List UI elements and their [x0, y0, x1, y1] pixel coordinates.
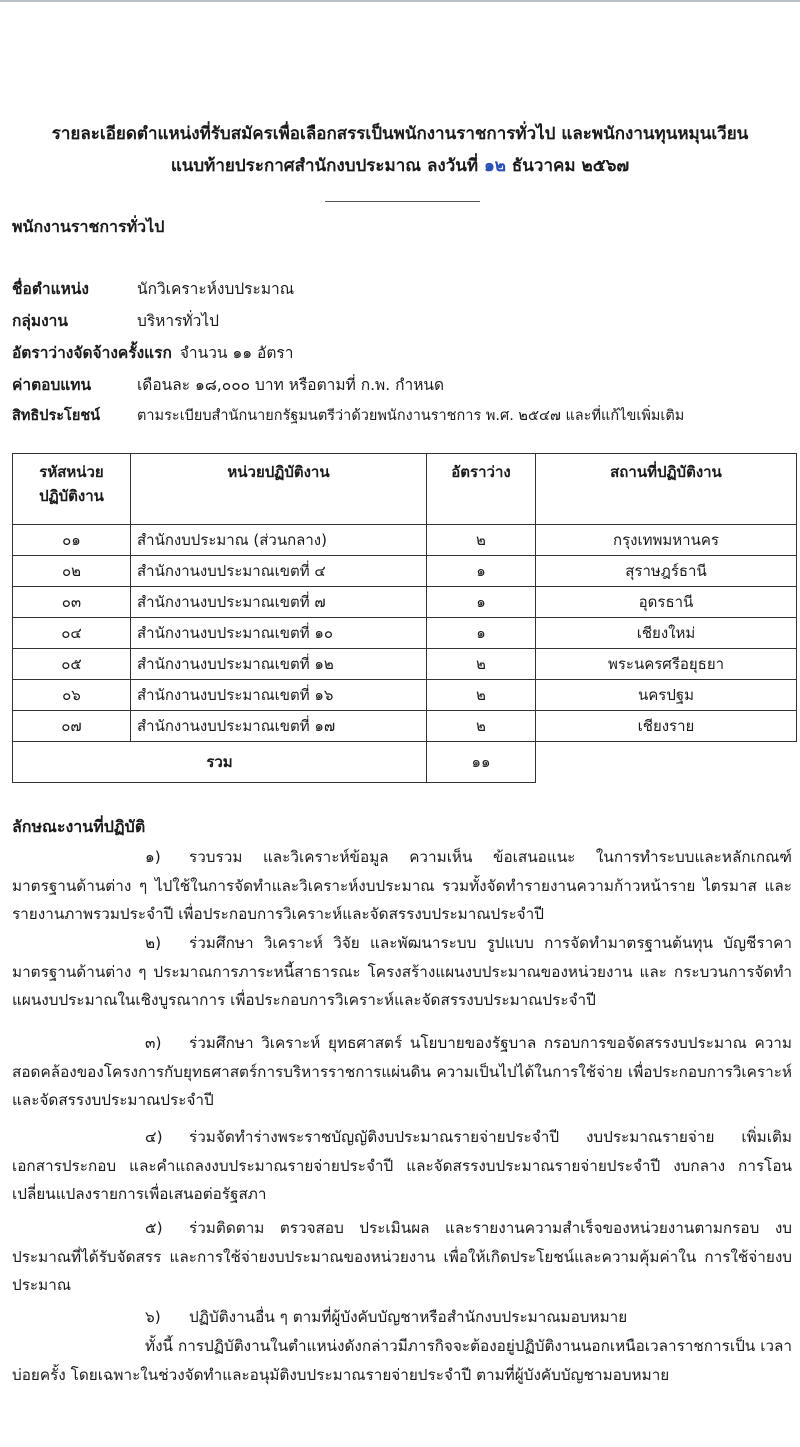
work-units-table [12, 453, 797, 783]
info-label: ชื่อตำแหน่ง [12, 280, 89, 298]
document-title-line2 [0, 152, 800, 179]
section-heading: พนักงานราชการทั่วไป [12, 217, 165, 236]
cell-rate: ๑ [427, 587, 536, 618]
cell-code: ๐๑ [13, 525, 131, 556]
header-code: รหัสหน่วย ปฏิบัติงาน [13, 454, 131, 525]
table-row [13, 556, 797, 587]
cell-code: ๐๗ [13, 711, 131, 742]
cell-place: พระนครศรีอยุธยา [536, 649, 797, 680]
info-salary [12, 372, 444, 397]
duty-item-2: ๒) ร่วมศึกษา วิเคราะห์ วิจัย และพัฒนาระบบ รูปแบบ การจัดทำมาตรฐานต้นทุน บัญชีราคา มาตรฐานด้านต่าง ๆ ประมาณการภาระหนี้สาธารณะ โครงสร้างแผนงบประมาณของหน่วยงาน และ กระบวนการจัดทำแผนงบประมาณในเชิงบูรณาการ เพื่อประกอบการวิเคราะห์และจัดสรรงบประมาณประจำปี [12, 929, 792, 1015]
cell-place: สุราษฎร์ธานี [536, 556, 797, 587]
info-value: จำนวน ๑๑ อัตรา [179, 344, 294, 362]
header-place: สถานที่ปฏิบัติงาน [536, 454, 797, 525]
cell-code: ๐๒ [13, 556, 131, 587]
duty-number: ๕) [145, 1219, 163, 1237]
cell-place: เชียงราย [536, 711, 797, 742]
duty-number: ๔) [145, 1128, 163, 1146]
cell-code: ๐๓ [13, 587, 131, 618]
table-row [13, 618, 797, 649]
info-group [12, 308, 219, 333]
cell-place: อุดรธานี [536, 587, 797, 618]
cell-code: ๐๖ [13, 680, 131, 711]
total-label: รวม [13, 742, 427, 783]
cell-code: ๐๕ [13, 649, 131, 680]
table-row [13, 649, 797, 680]
duties-heading: ลักษณะงานที่ปฏิบัติ [12, 817, 146, 836]
info-value: ตามระเบียบสำนักนายกรัฐมนตรีว่าด้วยพนักงานราชการ พ.ศ. ๒๕๔๗ และที่แก้ไขเพิ่มเติม [137, 408, 685, 424]
duty-item-5: ๕) ร่วมติดตาม ตรวจสอบ ประเมินผล และรายงานความสำเร็จของหน่วยงานตามกรอบ งบประมาณที่ได้รับจัดสรร และการใช้จ่ายงบประมาณของหน่วยงาน เพื่อให้เกิดประโยชน์และความคุ้มค่าใน การใช้จ่ายงบประมาณ [12, 1214, 792, 1300]
duty-number: ๒) [145, 934, 162, 952]
cell-rate: ๒ [427, 680, 536, 711]
empty-cell [536, 742, 797, 783]
duty-number: ๑) [145, 848, 161, 866]
title-prefix: แนบท้ายประกาศสำนักงบประมาณ ลงวันที่ [170, 156, 485, 176]
page-top-edge [0, 0, 800, 2]
cell-place: นครปฐม [536, 680, 797, 711]
cell-unit: สำนักงานงบประมาณเขตที่ ๑๗ [131, 711, 427, 742]
cell-rate: ๒ [427, 525, 536, 556]
table-header-row [13, 454, 797, 525]
cell-unit: สำนักงบประมาณ (ส่วนกลาง) [131, 525, 427, 556]
info-label: ค่าตอบแทน [12, 376, 92, 394]
header-rate: อัตราว่าง [427, 454, 536, 525]
table-row [13, 525, 797, 556]
table-row [13, 711, 797, 742]
duty-item-4: ๔) ร่วมจัดทำร่างพระราชบัญญัติงบประมาณรายจ่ายประจำปี งบประมาณรายจ่าย เพิ่มเติม เอกสารประกอบ และคำแถลงงบประมาณรายจ่ายประจำปี และจัดสรรงบประมาณรายจ่ายประจำปี งบกลาง การโอนเปลี่ยนแปลงรายการเพื่อเสนอต่อรัฐสภา [12, 1123, 792, 1209]
cell-code: ๐๔ [13, 618, 131, 649]
title-suffix: ธันวาคม ๒๕๖๗ [506, 156, 630, 176]
duty-item-3: ๓) ร่วมศึกษา วิเคราะห์ ยุทธศาสตร์ นโยบายของรัฐบาล กรอบการขอจัดสรรงบประมาณ ความสอดคล้องของโครงการกับยุทธศาสตร์การบริหารราชการแผ่นดิน ความเป็นไปได้ในการใช้จ่าย เพื่อประกอบการวิเคราะห์และจัดสรรงบประมาณประจำปี [12, 1029, 792, 1115]
cell-rate: ๒ [427, 649, 536, 680]
document-title-line1: รายละเอียดตำแหน่งที่รับสมัครเพื่อเลือกสรรเป็นพนักงานราชการทั่วไป และพนักงานทุนหมุนเวียน [51, 124, 749, 144]
info-vacancy [12, 340, 293, 365]
total-value: ๑๑ [427, 742, 536, 783]
cell-place: กรุงเทพมหานคร [536, 525, 797, 556]
cell-rate: ๒ [427, 711, 536, 742]
cell-unit: สำนักงานงบประมาณเขตที่ ๑๐ [131, 618, 427, 649]
cell-place: เชียงใหม่ [536, 618, 797, 649]
cell-unit: สำนักงานงบประมาณเขตที่ ๔ [131, 556, 427, 587]
header-unit: หน่วยปฏิบัติงาน [131, 454, 427, 525]
duty-number: ๓) [145, 1034, 162, 1052]
cell-unit: สำนักงานงบประมาณเขตที่ ๑๒ [131, 649, 427, 680]
table-total-row [13, 742, 797, 783]
title-divider [325, 201, 480, 202]
duty-number: ๖) [145, 1308, 161, 1326]
title-day: ๑๒ [484, 156, 507, 176]
duty-item-1: ๑) รวบรวม และวิเคราะห์ข้อมูล ความเห็น ข้อเสนอแนะ ในการทำระบบและหลักเกณฑ์ มาตรฐานด้านต่าง ๆ ไปใช้ในการจัดทำและวิเคราะห์งบประมาณ รวมทั้งจัดทำรายงานความก้าวหน้าราย ไตรมาส และรายงานภาพรวมประจำปี เพื่อประกอบการวิเคราะห์และจัดสรรงบประมาณประจำปี [12, 843, 792, 929]
duty-item-6: ๖) ปฏิบัติงานอื่น ๆ ตามที่ผู้บังคับบัญชาหรือสำนักงบประมาณมอบหมาย [12, 1303, 792, 1332]
cell-rate: ๑ [427, 618, 536, 649]
duty-note: ทั้งนี้ การปฏิบัติงานในตำแหน่งดังกล่าวมีภารกิจจะต้องอยู่ปฏิบัติงานนอกเหนือเวลาราชการเป็น เวลาบ่อยครั้ง โดยเฉพาะในช่วงจัดทำและอนุมัติงบประมาณรายจ่ายประจำปี ตามที่ผู้บังคับบัญชามอบหมาย [12, 1337, 792, 1384]
cell-rate: ๑ [427, 556, 536, 587]
info-benefits [12, 404, 684, 427]
info-label: กลุ่มงาน [12, 312, 68, 330]
info-value: เดือนละ ๑๘,๐๐๐ บาท หรือตามที่ ก.พ. กำหนด [137, 376, 445, 394]
cell-unit: สำนักงานงบประมาณเขตที่ ๗ [131, 587, 427, 618]
table-row [13, 680, 797, 711]
info-value: บริหารทั่วไป [137, 312, 219, 330]
info-position-name [12, 276, 294, 301]
cell-unit: สำนักงานงบประมาณเขตที่ ๑๖ [131, 680, 427, 711]
info-label: อัตราว่างจัดจ้างครั้งแรก [12, 344, 172, 362]
info-value: นักวิเคราะห์งบประมาณ [137, 280, 295, 298]
info-label: สิทธิประโยชน์ [12, 408, 101, 424]
table-row [13, 587, 797, 618]
